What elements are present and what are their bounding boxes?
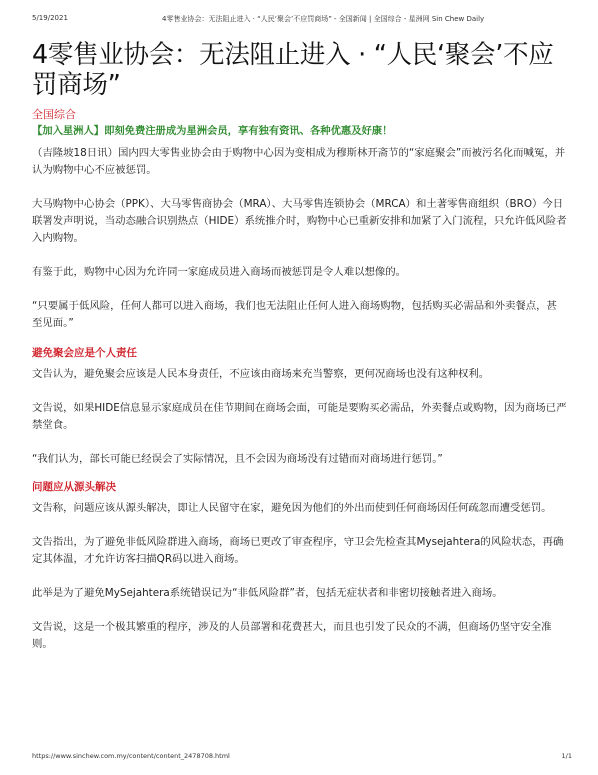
paragraph: 文告认为，避免聚会应该是人民本身责任，不应该由商场来充当警察，更何况商场也没有这种权利。 xyxy=(32,368,490,380)
paragraph: 文告称，问题应该从源头解决，即让人民留守在家，避免因为他们的外出而使到任何商场因任何疏忽而遭受惩罚。 xyxy=(32,502,552,514)
category-link[interactable]: 全国综合 xyxy=(32,108,76,121)
page-number: 1/1 xyxy=(561,752,572,760)
print-date: 5/19/2021 xyxy=(32,14,68,22)
paragraph: “只要属于低风险，任何人都可以进入商场，我们也无法阻止任何人进入商场购物，包括购买必需品和外卖餐点，甚至见面。” xyxy=(32,300,557,329)
print-footer xyxy=(32,752,572,762)
subheading: 问题应从源头解决 xyxy=(32,481,116,493)
paragraph: “我们认为，部长可能已经误会了实际情况，且不会因为商场没有过错而对商场进行惩罚。” xyxy=(32,453,443,465)
print-page-title: 4零售业协会：无法阻止进入 · “人民‘聚会’不应罚商场” - 全国新闻 | 全国综合 - 星洲网 Sin Chew Daily xyxy=(162,15,485,23)
paragraph: 大马购物中心协会（PPK）、大马零售商协会（MRA）、大马零售连锁协会（MRCA）和土著零售商组织（BRO）今日联署发声明说，当动态融合识别热点（HIDE）系统推介时，购物中心已重新安排和加紧了入门流程，只允许低风险者入内购物。 xyxy=(32,198,567,244)
subheading: 避免聚会应是个人责任 xyxy=(32,347,137,359)
paragraph: （吉隆坡18日讯）国内四大零售业协会由于购物中心因为变相成为穆斯林开斋节的“家庭聚会”而被污名化而喊冤，并认为购物中心不应被惩罚。 xyxy=(32,147,566,176)
article-title: 4零售业协会：无法阻止进入 · “人民‘聚会’不应罚商场” xyxy=(32,40,554,100)
paragraph: 文告说，这是一个极其繁重的程序，涉及的人员部署和花费甚大，而且也引发了民众的不满，但商场仍坚守安全准则。 xyxy=(32,621,552,650)
paragraph: 此举是为了避免MySejahtera系统错误记为“非低风险群”者，包括无症状者和非密切接触者进入商场。 xyxy=(32,587,503,599)
page-url: https://www.sinchew.com.my/content/content_2478708.html xyxy=(32,752,230,760)
print-header xyxy=(32,14,572,26)
paragraph: 文告指出，为了避免非低风险群进入商场，商场已更改了审查程序，守卫会先检查其Mysejahtera的风险状态，再确定其体温，才允许访客扫描QR码以进入商场。 xyxy=(32,536,564,565)
paragraph: 文告说，如果HIDE信息显示家庭成员在佳节期间在商场会面，可能是要购买必需品，外卖餐点或购物，因为商场已严禁堂食。 xyxy=(32,402,567,431)
paragraph: 有鉴于此，购物中心因为允许同一家庭成员进入商场而被惩罚是令人难以想像的。 xyxy=(32,266,407,278)
membership-promo-link[interactable]: 【加入星洲人】即刻免费注册成为星洲会员，享有独有资讯、各种优惠及好康！ xyxy=(32,125,393,137)
article xyxy=(32,40,567,653)
